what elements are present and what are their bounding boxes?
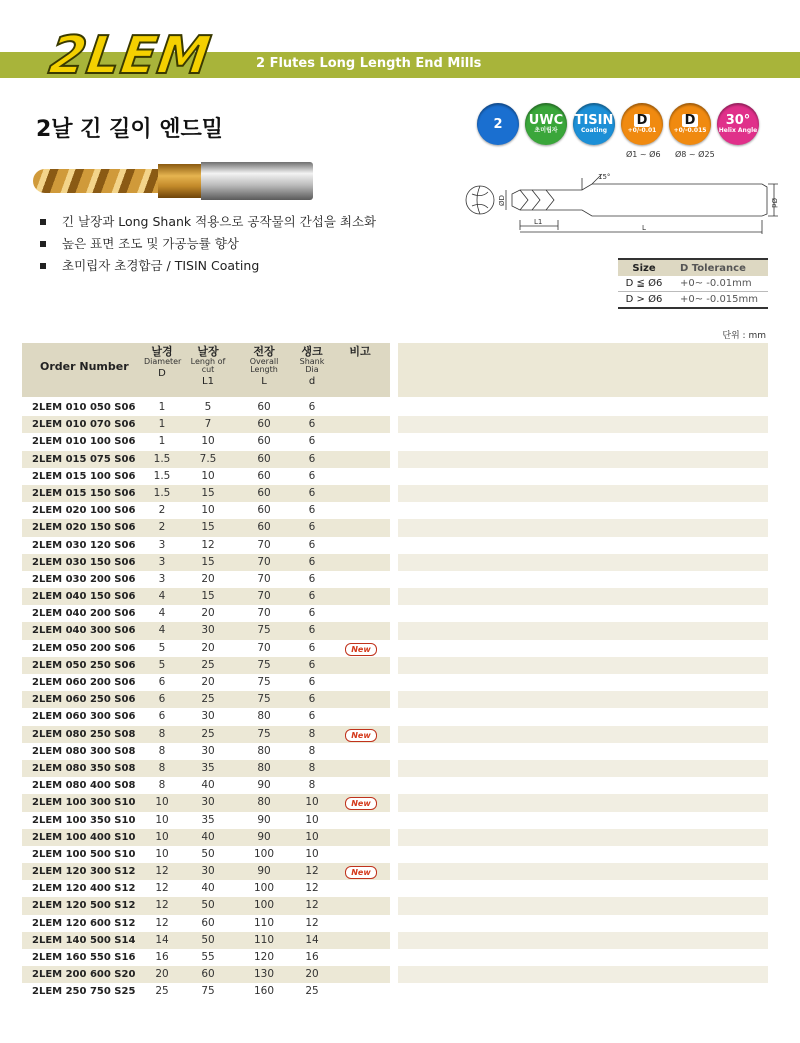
order-number-cell: 2LEM 080 250 S08: [32, 728, 136, 740]
value-cell-l: 60: [257, 521, 271, 534]
value-cell-d: 8: [308, 744, 316, 757]
value-cell-d: 2: [158, 504, 166, 517]
value-cell-l: 75: [257, 658, 271, 671]
value-cell-l1: 25: [201, 658, 215, 671]
table-row: [22, 829, 390, 846]
table-row: [22, 640, 390, 657]
value-cell-d: 8: [158, 727, 166, 740]
value-cell-l: 100: [253, 899, 275, 912]
value-cell-l1: 7.5: [199, 452, 217, 465]
value-cell-d: 6: [308, 693, 316, 706]
table-row: [22, 897, 390, 914]
order-number-cell: 2LEM 020 150 S06: [32, 522, 136, 534]
value-cell-l: 80: [257, 761, 271, 774]
diameter-header: 날경 Diameter D: [144, 345, 182, 379]
value-cell-d: 14: [155, 933, 169, 946]
value-cell-d: 14: [305, 933, 319, 946]
table-row-extension: [398, 812, 768, 829]
table-row: [22, 863, 390, 880]
value-cell-l: 160: [253, 985, 275, 998]
value-cell-d: 5: [158, 641, 166, 654]
new-badge: New: [345, 643, 377, 656]
value-cell-l: 100: [253, 882, 275, 895]
value-cell-l1: 20: [201, 676, 215, 688]
new-badge: New: [345, 729, 377, 742]
table-row-extension: [398, 932, 768, 949]
table-row: [22, 571, 390, 588]
order-number-cell: 2LEM 060 300 S06: [32, 711, 136, 723]
table-row: [22, 485, 390, 502]
value-cell-l: 60: [257, 452, 271, 465]
table-row-extension: [398, 983, 768, 1000]
table-row: [22, 657, 390, 674]
value-cell-l1: 50: [201, 933, 215, 946]
value-cell-l1: 12: [201, 538, 215, 551]
value-cell-l: 80: [257, 796, 271, 809]
badge-caption-small: Ø1 ~ Ø6: [626, 150, 661, 159]
value-cell-d: 6: [158, 676, 166, 688]
order-number-cell: 2LEM 050 200 S06: [32, 642, 136, 654]
order-number-cell: 2LEM 010 050 S06: [32, 402, 136, 413]
value-cell-d: 25: [305, 985, 319, 998]
value-cell-d: 12: [305, 882, 319, 895]
drawing-l-label: L: [642, 224, 646, 232]
table-row-extension: [398, 554, 768, 571]
value-cell-l: 60: [257, 435, 271, 448]
uwc-icon: UWC 초미립자: [525, 103, 567, 145]
value-cell-l: 70: [257, 572, 271, 585]
value-cell-l: 60: [257, 504, 271, 517]
helix-angle-icon: 30° Helix Angle: [717, 103, 759, 145]
value-cell-l: 75: [257, 624, 271, 637]
value-cell-d: 6: [308, 658, 316, 671]
value-cell-l1: 30: [201, 744, 215, 757]
table-row: [22, 915, 390, 932]
feature-list: [40, 211, 376, 277]
value-cell-d: 3: [158, 555, 166, 568]
value-cell-d: 20: [155, 968, 169, 981]
table-row-extension: [398, 605, 768, 622]
value-cell-l: 100: [253, 847, 275, 860]
order-number-cell: 2LEM 100 350 S10: [32, 814, 136, 826]
table-row: [22, 605, 390, 622]
value-cell-d: 16: [155, 951, 169, 963]
value-cell-d: 25: [155, 985, 169, 998]
value-cell-d: 6: [308, 504, 316, 517]
table-header-extension: [398, 343, 768, 397]
tolerance-header-tol: D Tolerance: [670, 259, 768, 276]
value-cell-l1: 40: [201, 779, 215, 792]
value-cell-d: 1.5: [153, 469, 171, 482]
value-cell-l1: 40: [201, 830, 215, 843]
order-number-cell: 2LEM 060 200 S06: [32, 677, 136, 688]
order-number-header: Order Number: [40, 360, 129, 373]
table-row: [22, 777, 390, 794]
tolerance-small-icon: D +0/-0.01: [621, 103, 663, 145]
table-row-extension: [398, 640, 768, 657]
value-cell-l1: 10: [201, 435, 215, 448]
flutes-2-icon: 2: [477, 103, 519, 145]
order-number-cell: 2LEM 050 250 S06: [32, 659, 136, 671]
value-cell-d: 6: [308, 676, 316, 688]
product-logo: 2LEM: [45, 26, 215, 86]
value-cell-d: 8: [308, 779, 316, 792]
new-badge: New: [345, 797, 377, 810]
order-number-cell: 2LEM 100 500 S10: [32, 848, 136, 860]
value-cell-d: 6: [308, 590, 316, 603]
value-cell-d: 5: [158, 658, 166, 671]
value-cell-d: 8: [158, 779, 166, 792]
table-row-extension: [398, 726, 768, 743]
value-cell-l1: 50: [201, 847, 215, 860]
order-number-cell: 2LEM 010 100 S06: [32, 436, 136, 448]
order-number-cell: 2LEM 015 150 S06: [32, 487, 136, 499]
order-number-cell: 2LEM 080 350 S08: [32, 762, 136, 774]
value-cell-d: 10: [305, 813, 319, 826]
order-number-cell: 2LEM 120 400 S12: [32, 883, 136, 895]
value-cell-d: 6: [158, 710, 166, 723]
length-of-cut-header: 날장 Lengh of cut L1: [190, 345, 226, 387]
value-cell-d: 6: [308, 710, 316, 723]
value-cell-l1: 50: [201, 899, 215, 912]
tolerance-value: +0~ -0.015mm: [670, 292, 768, 309]
table-row: [22, 726, 390, 743]
value-cell-d: 6: [308, 521, 316, 534]
value-cell-l1: 25: [201, 727, 215, 740]
value-cell-d: 6: [308, 418, 316, 431]
value-cell-d: 10: [155, 847, 169, 860]
value-cell-d: 10: [305, 796, 319, 809]
value-cell-d: 6: [308, 538, 316, 551]
value-cell-l1: 15: [201, 555, 215, 568]
tolerance-value: +0~ -0.01mm: [670, 276, 768, 292]
value-cell-d: 6: [158, 693, 166, 706]
table-row-extension: [398, 829, 768, 846]
order-number-cell: 2LEM 030 200 S06: [32, 573, 136, 585]
value-cell-d: 1: [158, 435, 166, 448]
value-cell-l1: 30: [201, 796, 215, 809]
order-number-cell: 2LEM 100 400 S10: [32, 831, 136, 843]
value-cell-l: 90: [257, 813, 271, 826]
table-row: [22, 949, 390, 966]
value-cell-l: 75: [257, 727, 271, 740]
table-row-extension: [398, 880, 768, 897]
table-row: [22, 794, 390, 811]
order-number-cell: 2LEM 080 400 S08: [32, 780, 136, 792]
value-cell-l1: 20: [201, 572, 215, 585]
value-cell-l: 60: [257, 486, 271, 499]
table-row-extension: [398, 743, 768, 760]
value-cell-l1: 25: [201, 693, 215, 706]
value-cell-l1: 35: [201, 813, 215, 826]
table-row-extension: [398, 519, 768, 536]
value-cell-d: 6: [308, 469, 316, 482]
table-row: [22, 537, 390, 554]
table-row: [22, 502, 390, 519]
value-cell-d: 3: [158, 538, 166, 551]
table-row-extension: [398, 760, 768, 777]
order-number-cell: 2LEM 040 150 S06: [32, 591, 136, 603]
table-row: [22, 708, 390, 725]
order-number-cell: 2LEM 250 750 S25: [32, 986, 136, 998]
table-row: [22, 588, 390, 605]
table-row: [22, 433, 390, 450]
table-row: [22, 399, 390, 416]
value-cell-l1: 30: [201, 865, 215, 878]
table-header: [22, 343, 390, 397]
value-cell-d: 6: [308, 607, 316, 620]
tool-dimension-drawing: [462, 170, 782, 238]
feature-item: 높은 표면 조도 및 가공능률 향상: [40, 233, 376, 255]
value-cell-l1: 7: [204, 418, 212, 431]
value-cell-l: 70: [257, 607, 271, 620]
order-number-cell: 2LEM 010 070 S06: [32, 419, 136, 431]
note-header: 비고: [349, 345, 371, 358]
order-number-cell: 2LEM 160 550 S16: [32, 952, 136, 963]
new-badge: New: [345, 866, 377, 879]
product-table-extension: [398, 399, 768, 1001]
value-cell-d: 1.5: [153, 486, 171, 499]
value-cell-d: 8: [308, 727, 316, 740]
order-number-cell: 2LEM 040 300 S06: [32, 625, 136, 637]
unit-label: 단위 : mm: [722, 331, 766, 341]
value-cell-d: 6: [308, 641, 316, 654]
value-cell-l1: 15: [201, 486, 215, 499]
value-cell-l1: 15: [201, 590, 215, 603]
value-cell-d: 10: [155, 830, 169, 843]
feature-item: 초미립자 초경합금 / TISIN Coating: [40, 255, 376, 277]
table-row-extension: [398, 588, 768, 605]
table-row-extension: [398, 915, 768, 932]
value-cell-d: 10: [155, 796, 169, 809]
table-row: [22, 519, 390, 536]
value-cell-d: 12: [305, 899, 319, 912]
order-number-cell: 2LEM 120 600 S12: [32, 917, 136, 929]
value-cell-l: 120: [253, 951, 275, 963]
tolerance-size: D > Ø6: [618, 292, 670, 309]
value-cell-l1: 60: [201, 968, 215, 981]
tolerance-large-icon: D +0/-0.015: [669, 103, 711, 145]
value-cell-d: 12: [155, 899, 169, 912]
table-row-extension: [398, 399, 768, 416]
value-cell-l: 90: [257, 779, 271, 792]
value-cell-d: 1: [158, 418, 166, 431]
value-cell-d: 12: [305, 916, 319, 929]
value-cell-l1: 40: [201, 882, 215, 895]
value-cell-d: 4: [158, 590, 166, 603]
value-cell-d: 10: [305, 847, 319, 860]
value-cell-l1: 5: [204, 401, 212, 413]
value-cell-d: 8: [158, 744, 166, 757]
tisin-icon: TISIN Coating: [573, 103, 615, 145]
drawing-shank-label: Ød: [770, 198, 778, 208]
feature-item: 긴 날장과 Long Shank 적용으로 공작물의 간섭을 최소화: [40, 211, 376, 233]
value-cell-l: 110: [253, 916, 275, 929]
value-cell-d: 6: [308, 624, 316, 637]
table-row: [22, 691, 390, 708]
table-row: [22, 416, 390, 433]
table-row: [22, 468, 390, 485]
table-row: [22, 622, 390, 639]
value-cell-d: 8: [308, 761, 316, 774]
table-row-extension: [398, 966, 768, 983]
value-cell-d: 16: [305, 951, 319, 963]
table-row: [22, 983, 390, 1000]
value-cell-d: 2: [158, 521, 166, 534]
value-cell-d: 8: [158, 761, 166, 774]
table-row-extension: [398, 433, 768, 450]
value-cell-l1: 55: [201, 951, 215, 963]
table-row: [22, 812, 390, 829]
value-cell-d: 6: [308, 401, 316, 413]
shank-header: 생크 Shank Dia d: [299, 345, 325, 387]
value-cell-d: 6: [308, 572, 316, 585]
tolerance-header-size: Size: [618, 259, 670, 276]
value-cell-d: 12: [305, 865, 319, 878]
value-cell-l: 80: [257, 744, 271, 757]
drawing-diameter-label: ØD: [498, 195, 506, 206]
value-cell-l1: 10: [201, 469, 215, 482]
drawing-angle-label: 15°: [598, 173, 611, 181]
table-row-extension: [398, 416, 768, 433]
overall-length-header: 전장 Overall Length L: [249, 345, 279, 387]
order-number-cell: 2LEM 140 500 S14: [32, 934, 136, 946]
tolerance-size: D ≦ Ø6: [618, 276, 670, 292]
order-number-cell: 2LEM 100 300 S10: [32, 797, 136, 809]
table-row-extension: [398, 846, 768, 863]
value-cell-l: 70: [257, 538, 271, 551]
value-cell-d: 6: [308, 555, 316, 568]
value-cell-l: 75: [257, 676, 271, 688]
table-row-extension: [398, 502, 768, 519]
order-number-cell: 2LEM 120 500 S12: [32, 900, 136, 912]
value-cell-l: 60: [257, 401, 271, 413]
value-cell-l: 90: [257, 830, 271, 843]
table-row-extension: [398, 949, 768, 966]
value-cell-d: 6: [308, 435, 316, 448]
drawing-l1-label: L1: [534, 218, 543, 226]
table-row-extension: [398, 794, 768, 811]
table-row: [22, 880, 390, 897]
value-cell-l: 70: [257, 641, 271, 654]
table-row-extension: [398, 451, 768, 468]
value-cell-l: 130: [253, 968, 275, 981]
table-row-extension: [398, 863, 768, 880]
table-row-extension: [398, 777, 768, 794]
value-cell-l: 70: [257, 555, 271, 568]
value-cell-d: 12: [155, 865, 169, 878]
value-cell-l: 90: [257, 865, 271, 878]
order-number-cell: 2LEM 060 250 S06: [32, 694, 136, 706]
table-row-extension: [398, 468, 768, 485]
table-row: [22, 932, 390, 949]
value-cell-l1: 15: [201, 521, 215, 534]
page-title: 2날 긴 길이 엔드밀: [36, 117, 224, 142]
value-cell-d: 6: [308, 452, 316, 465]
order-number-cell: 2LEM 040 200 S06: [32, 608, 136, 620]
value-cell-l1: 10: [201, 504, 215, 517]
table-row-extension: [398, 571, 768, 588]
value-cell-l: 60: [257, 469, 271, 482]
table-row: [22, 846, 390, 863]
value-cell-d: 20: [305, 968, 319, 981]
table-row-extension: [398, 657, 768, 674]
order-number-cell: 2LEM 030 150 S06: [32, 556, 136, 568]
table-row: [22, 760, 390, 777]
value-cell-d: 4: [158, 624, 166, 637]
value-cell-l1: 20: [201, 641, 215, 654]
table-row: [22, 451, 390, 468]
table-row-extension: [398, 485, 768, 502]
order-number-cell: 2LEM 120 300 S12: [32, 866, 136, 878]
value-cell-d: 4: [158, 607, 166, 620]
value-cell-l: 75: [257, 693, 271, 706]
table-row: [22, 966, 390, 983]
table-row: [22, 743, 390, 760]
table-row: [22, 554, 390, 571]
order-number-cell: 2LEM 020 100 S06: [32, 505, 136, 517]
order-number-cell: 2LEM 030 120 S06: [32, 539, 136, 551]
value-cell-l1: 75: [201, 985, 215, 998]
product-subtitle: 2 Flutes Long Length End Mills: [256, 56, 482, 71]
table-row-extension: [398, 537, 768, 554]
table-row-extension: [398, 708, 768, 725]
order-number-cell: 2LEM 200 600 S20: [32, 969, 136, 981]
order-number-cell: 2LEM 015 100 S06: [32, 470, 136, 482]
value-cell-d: 10: [305, 830, 319, 843]
value-cell-l: 60: [257, 418, 271, 431]
value-cell-d: 1: [158, 401, 166, 413]
value-cell-l: 110: [253, 933, 275, 946]
order-number-cell: 2LEM 080 300 S08: [32, 745, 136, 757]
badge-caption-large: Ø8 ~ Ø25: [675, 150, 715, 159]
value-cell-l1: 30: [201, 624, 215, 637]
value-cell-l1: 35: [201, 761, 215, 774]
table-row-extension: [398, 622, 768, 639]
value-cell-d: 3: [158, 572, 166, 585]
table-row-extension: [398, 674, 768, 691]
value-cell-d: 6: [308, 486, 316, 499]
tolerance-table: [618, 258, 768, 309]
value-cell-l: 70: [257, 590, 271, 603]
value-cell-d: 12: [155, 882, 169, 895]
order-number-cell: 2LEM 015 075 S06: [32, 453, 136, 465]
end-mill-image: [33, 158, 313, 204]
value-cell-d: 12: [155, 916, 169, 929]
value-cell-d: 10: [155, 813, 169, 826]
value-cell-l1: 60: [201, 916, 215, 929]
product-table: [22, 399, 390, 1001]
table-row-extension: [398, 691, 768, 708]
value-cell-l: 80: [257, 710, 271, 723]
value-cell-l1: 30: [201, 710, 215, 723]
value-cell-l1: 20: [201, 607, 215, 620]
table-row: [22, 674, 390, 691]
table-row-extension: [398, 897, 768, 914]
value-cell-d: 1.5: [153, 452, 171, 465]
